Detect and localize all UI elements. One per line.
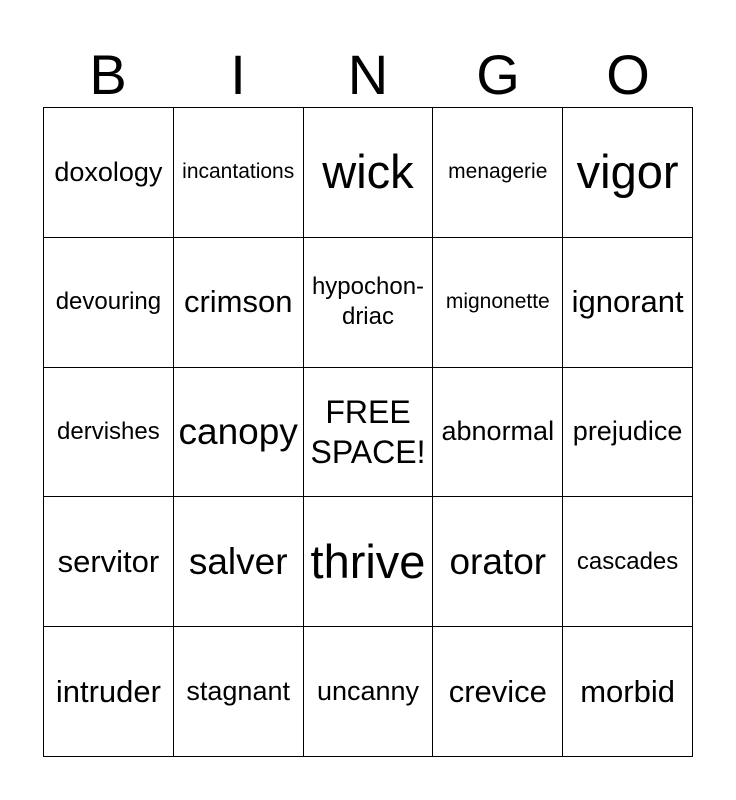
bingo-cell[interactable] xyxy=(174,108,304,238)
cell-word: thrive xyxy=(310,534,426,588)
bingo-cell[interactable] xyxy=(563,627,693,757)
cell-word: stagnant xyxy=(186,676,290,707)
bingo-cell[interactable] xyxy=(563,108,693,238)
cell-word: salver xyxy=(188,540,288,582)
cell-word: ignorant xyxy=(571,284,684,320)
cell-word: prejudice xyxy=(572,416,683,447)
bingo-cell[interactable] xyxy=(44,368,174,498)
bingo-board xyxy=(43,107,693,757)
bingo-cell[interactable] xyxy=(44,238,174,368)
header-letter-n: N xyxy=(347,43,389,106)
cell-word: orator xyxy=(449,540,547,582)
bingo-cell[interactable] xyxy=(433,238,563,368)
bingo-cell[interactable] xyxy=(433,108,563,238)
cell-word: mignonette xyxy=(445,290,550,314)
cell-word: doxology xyxy=(54,156,163,187)
bingo-cell[interactable] xyxy=(433,497,563,627)
header-letter-o: O xyxy=(606,43,650,106)
bingo-cell[interactable] xyxy=(174,238,304,368)
bingo-cell[interactable] xyxy=(44,627,174,757)
header-letter-b: B xyxy=(89,43,127,106)
cell-word: uncanny xyxy=(316,676,420,707)
bingo-cell[interactable] xyxy=(563,368,693,498)
bingo-cell[interactable] xyxy=(433,627,563,757)
cell-word: wick xyxy=(322,145,414,199)
cell-word: crimson xyxy=(183,284,293,320)
bingo-cell[interactable] xyxy=(174,497,304,627)
bingo-cell[interactable] xyxy=(433,368,563,498)
bingo-cell[interactable] xyxy=(304,627,434,757)
cell-word: morbid xyxy=(580,673,675,709)
cell-word: cascades xyxy=(576,547,679,575)
bingo-header xyxy=(43,42,693,108)
bingo-cell[interactable] xyxy=(563,238,693,368)
cell-word: intruder xyxy=(55,673,161,709)
bingo-cell[interactable] xyxy=(174,368,304,498)
bingo-cell[interactable] xyxy=(304,497,434,627)
header-letter-i: I xyxy=(230,43,246,106)
free-space-cell[interactable] xyxy=(304,368,434,498)
bingo-cell[interactable] xyxy=(174,627,304,757)
cell-word: abnormal xyxy=(441,416,555,447)
cell-word: menagerie xyxy=(448,160,548,184)
cell-word: dervishes xyxy=(57,418,160,446)
cell-word: servitor xyxy=(57,543,160,579)
bingo-cell[interactable] xyxy=(44,497,174,627)
cell-word: canopy xyxy=(178,410,298,452)
free-space-label: FREE SPACE! xyxy=(310,393,426,470)
cell-word: incantations xyxy=(182,160,295,184)
bingo-cell[interactable] xyxy=(44,108,174,238)
cell-word: crevice xyxy=(448,673,547,709)
cell-word: hypochon- driac xyxy=(311,273,425,331)
cell-word: vigor xyxy=(576,145,679,199)
header-letter-g: G xyxy=(476,43,520,106)
bingo-cell[interactable] xyxy=(304,108,434,238)
cell-word: devouring xyxy=(55,288,162,316)
bingo-cell[interactable] xyxy=(304,238,434,368)
bingo-cell[interactable] xyxy=(563,497,693,627)
